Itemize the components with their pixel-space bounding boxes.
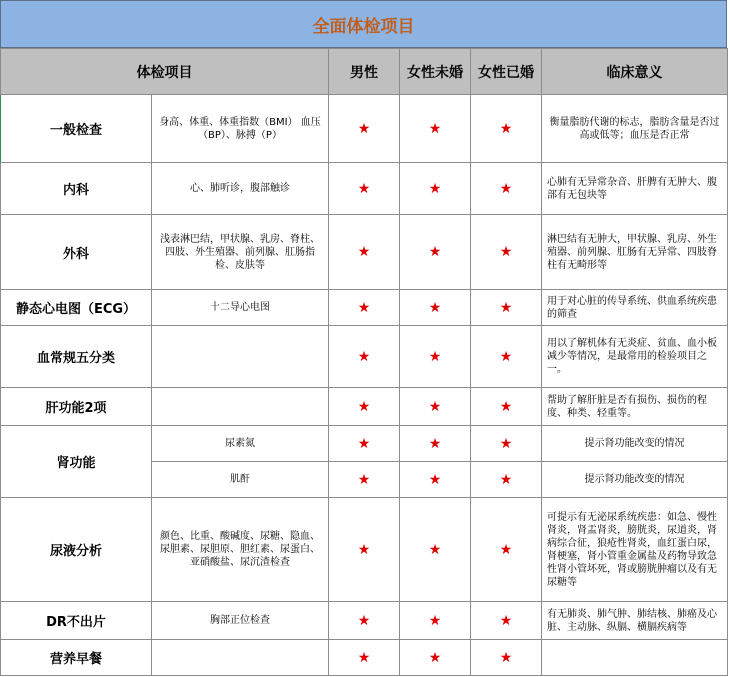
table-row xyxy=(1,388,728,426)
table-row xyxy=(1,215,728,290)
clinical-meaning: 帮助了解肝脏是否有损伤、损伤的程度、种类、轻重等。 xyxy=(542,388,728,426)
table-row xyxy=(1,602,728,640)
clinical-meaning: 淋巴结有无肿大，甲状腺、乳房、外生殖器、前列腺、肛肠有无异常、四肢脊柱有无畸形等 xyxy=(542,215,728,290)
table-row xyxy=(1,290,728,326)
female-married-mark: ★ xyxy=(471,498,542,602)
table-row xyxy=(1,640,728,676)
checkup-table xyxy=(0,48,728,676)
header-female-unmarried: 女性未婚 xyxy=(400,49,471,95)
clinical-meaning xyxy=(542,640,728,676)
clinical-meaning: 提示肾功能改变的情况 xyxy=(542,426,728,462)
female-unmarried-mark: ★ xyxy=(400,95,471,163)
item-name: DR不出片 xyxy=(1,602,152,640)
female-unmarried-mark: ★ xyxy=(400,326,471,388)
item-name: 尿液分析 xyxy=(1,498,152,602)
item-name: 一般检查 xyxy=(1,95,152,163)
male-mark: ★ xyxy=(329,498,400,602)
item-name: 血常规五分类 xyxy=(1,326,152,388)
male-mark: ★ xyxy=(329,462,400,498)
male-mark: ★ xyxy=(329,215,400,290)
item-detail: 颜色、比重、酸碱度、尿糖、隐血、尿胆素、尿胆原、胆红素、尿蛋白、亚硝酸盐、尿沉渣检查 xyxy=(152,498,329,602)
male-mark: ★ xyxy=(329,640,400,676)
female-married-mark: ★ xyxy=(471,326,542,388)
female-married-mark: ★ xyxy=(471,388,542,426)
clinical-meaning: 提示肾功能改变的情况 xyxy=(542,462,728,498)
header-clinical: 临床意义 xyxy=(542,49,728,95)
female-married-mark: ★ xyxy=(471,215,542,290)
clinical-meaning: 有无肺炎、肺气肿、肺结核、肺癌及心脏、主动脉、纵膈、横膈疾病等 xyxy=(542,602,728,640)
female-unmarried-mark: ★ xyxy=(400,388,471,426)
female-unmarried-mark: ★ xyxy=(400,163,471,215)
male-mark: ★ xyxy=(329,602,400,640)
female-married-mark: ★ xyxy=(471,426,542,462)
item-detail xyxy=(152,326,329,388)
header-item: 体检项目 xyxy=(1,49,329,95)
clinical-meaning: 用以了解机体有无炎症、贫血、血小板减少等情况，是最常用的检验项目之一。 xyxy=(542,326,728,388)
header-male: 男性 xyxy=(329,49,400,95)
table-row xyxy=(1,426,728,462)
item-detail: 尿素氮 xyxy=(152,426,329,462)
female-unmarried-mark: ★ xyxy=(400,290,471,326)
table-row xyxy=(1,163,728,215)
clinical-meaning: 可提示有无泌尿系统疾患：如急、慢性肾炎，肾盂肾炎，膀胱炎，尿道炎，肾病综合征，狼疮性肾炎，血红蛋白尿，肾梗塞，肾小管重金属盐及药物导致急性肾小管坏死，肾或膀胱肿瘤以及有无尿糖等 xyxy=(542,498,728,602)
male-mark: ★ xyxy=(329,290,400,326)
male-mark: ★ xyxy=(329,95,400,163)
item-name: 肝功能2项 xyxy=(1,388,152,426)
item-name: 肾功能 xyxy=(1,426,152,498)
table-row xyxy=(1,326,728,388)
female-unmarried-mark: ★ xyxy=(400,640,471,676)
item-detail: 胸部正位检查 xyxy=(152,602,329,640)
item-detail: 浅表淋巴结，甲状腺、乳房、脊柱、四肢、外生殖器、前列腺、肛肠指检、皮肤等 xyxy=(152,215,329,290)
item-detail xyxy=(152,388,329,426)
female-unmarried-mark: ★ xyxy=(400,462,471,498)
table-row xyxy=(1,95,728,163)
female-unmarried-mark: ★ xyxy=(400,498,471,602)
item-name: 内科 xyxy=(1,163,152,215)
table-title-bar xyxy=(0,0,727,48)
female-married-mark: ★ xyxy=(471,163,542,215)
item-detail xyxy=(152,640,329,676)
item-detail: 心、肺听诊，腹部触诊 xyxy=(152,163,329,215)
female-unmarried-mark: ★ xyxy=(400,215,471,290)
item-detail: 十二导心电图 xyxy=(152,290,329,326)
item-name: 外科 xyxy=(1,215,152,290)
clinical-meaning: 心肺有无异常杂音、肝脾有无肿大、腹部有无包块等 xyxy=(542,163,728,215)
female-married-mark: ★ xyxy=(471,640,542,676)
female-married-mark: ★ xyxy=(471,95,542,163)
table-row xyxy=(1,498,728,602)
female-married-mark: ★ xyxy=(471,462,542,498)
female-married-mark: ★ xyxy=(471,290,542,326)
clinical-meaning: 衡量脂肪代谢的标志，脂肪含量是否过高或低等；血压是否正常 xyxy=(542,95,728,163)
clinical-meaning: 用于对心脏的传导系统、供血系统疾患的筛查 xyxy=(542,290,728,326)
female-unmarried-mark: ★ xyxy=(400,426,471,462)
table-title: 全面体检项目 xyxy=(312,16,415,37)
header-row xyxy=(1,49,728,95)
male-mark: ★ xyxy=(329,326,400,388)
female-married-mark: ★ xyxy=(471,602,542,640)
item-name: 营养早餐 xyxy=(1,640,152,676)
male-mark: ★ xyxy=(329,163,400,215)
header-female-married: 女性已婚 xyxy=(471,49,542,95)
male-mark: ★ xyxy=(329,426,400,462)
item-detail: 身高、体重、体重指数（BMI） 血压（BP）、脉搏（P） xyxy=(152,95,329,163)
item-name: 静态心电图（ECG） xyxy=(1,290,152,326)
female-unmarried-mark: ★ xyxy=(400,602,471,640)
male-mark: ★ xyxy=(329,388,400,426)
item-detail: 肌酐 xyxy=(152,462,329,498)
